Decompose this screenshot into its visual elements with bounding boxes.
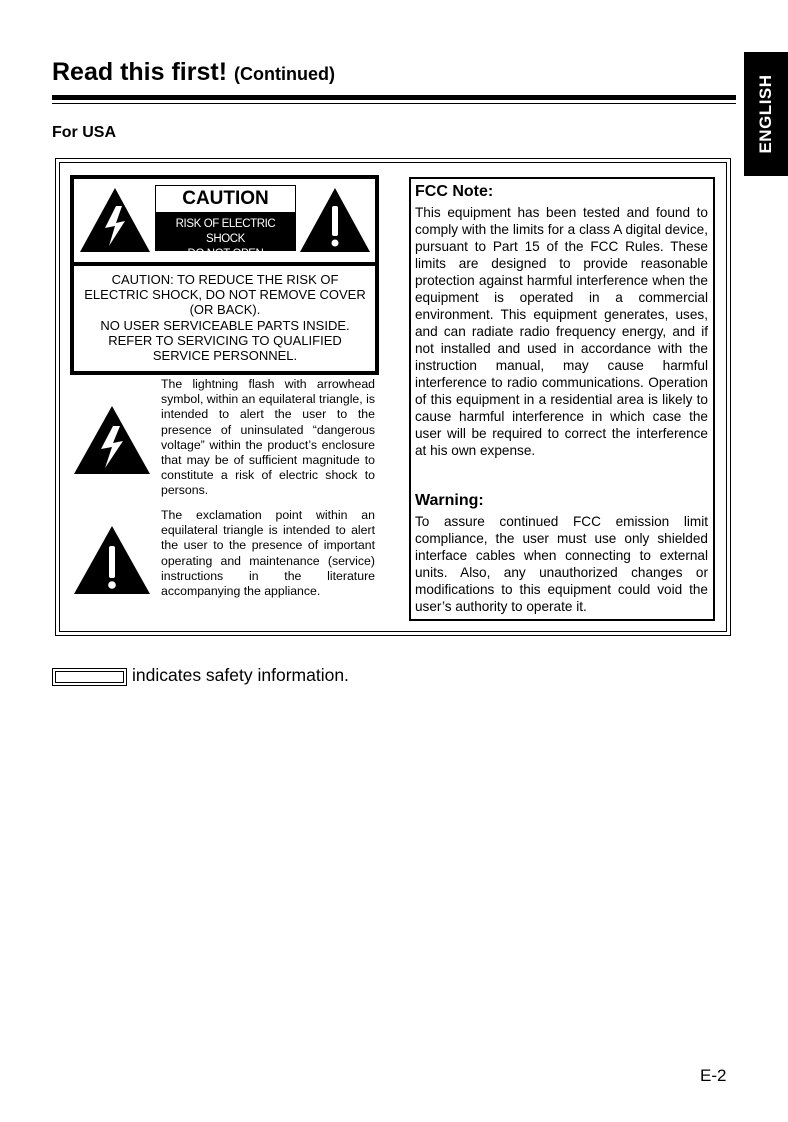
safety-legend-box-inner	[55, 671, 124, 683]
caution-text-line: NO USER SERVICEABLE PARTS INSIDE.	[100, 317, 350, 333]
header-rule-thick	[52, 95, 736, 100]
fcc-note-heading: FCC Note:	[415, 183, 494, 200]
risk-line-2: DO NOT OPEN	[187, 248, 264, 260]
exclamation-triangle-icon	[72, 524, 152, 596]
caution-heading: CAUTION	[155, 185, 296, 213]
lightning-triangle-icon	[72, 404, 152, 476]
language-tab-label: ENGLISH	[756, 74, 775, 154]
caution-text-line: CAUTION: TO REDUCE THE RISK OF	[111, 272, 339, 287]
exclamation-triangle-icon	[298, 186, 372, 254]
warning-body: To assure continued FCC emission limit compliance, the user must use only shielded interface cables when connecting to external units. Also, any unauthorized changes or modifications to this equipment could void the user’s authority to operate it.	[415, 514, 708, 614]
page-title-suffix: (Continued)	[233, 64, 335, 84]
caution-text-line: REFER TO SERVICING TO QUALIFIED	[108, 332, 342, 348]
safety-legend-text: indicates safety information.	[132, 665, 349, 685]
section-title: For USA	[52, 124, 116, 141]
caution-text-line: (OR BACK).	[189, 302, 261, 318]
risk-line-1: RISK OF ELECTRIC SHOCK	[175, 218, 276, 245]
caution-text-line: ELECTRIC SHOCK, DO NOT REMOVE COVER	[84, 287, 366, 303]
language-tab	[744, 52, 788, 176]
page-title-main: Read this first!	[52, 58, 228, 86]
caution-warning-text	[76, 272, 374, 363]
caution-text-line: SERVICE PERSONNEL.	[152, 348, 298, 364]
warning-heading: Warning:	[415, 492, 484, 509]
page-number: E-2	[700, 1066, 727, 1085]
risk-of-shock-label	[155, 213, 296, 260]
exclamation-symbol-description: The exclamation point within an equilateral triangle is intended to alert the user to the presence of important operating and maintenance (service) instructions in the literature accompanying the appliance.	[161, 508, 375, 599]
caution-label-divider	[70, 262, 379, 266]
page-title	[52, 58, 335, 87]
lightning-triangle-icon	[78, 186, 152, 254]
fcc-note-body: This equipment has been tested and found to comply with the limits for a class A digital device, pursuant to Part 15 of the FCC Rules. These limits are designed to provide reasonable protection against harmful interference when the equipment is operated in a commercial environment. This equipment generates, uses, and can radiate radio frequency energy, and if not installed and used in accordance with the instruction manual, may cause harmful interference to radio communications. Operation of this equipment in a residential area is likely to cause harmful interference in which case the user will be required to correct the interference at his own expense.	[415, 205, 708, 458]
header-rule-thin	[52, 103, 736, 104]
lightning-symbol-description: The lightning flash with arrowhead symbol, within an equilateral triangle, is intended to alert the user to the presence of uninsulated “dangerous voltage” within the product’s enclosure that may be of sufficient magnitude to constitute a risk of electric shock to persons.	[161, 377, 375, 498]
